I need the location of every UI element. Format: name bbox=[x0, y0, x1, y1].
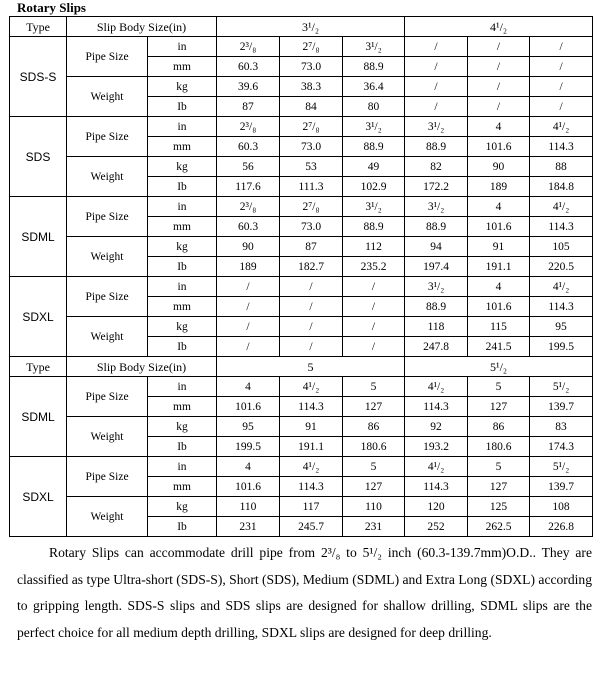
value-cell: 2⁷/₈ bbox=[280, 197, 343, 217]
body-size-header: Slip Body Size(in) bbox=[67, 17, 217, 37]
value-cell: 5 bbox=[343, 457, 405, 477]
value-cell: 127 bbox=[468, 397, 530, 417]
value-cell: 4¹/₂ bbox=[280, 377, 343, 397]
value-cell: 86 bbox=[343, 417, 405, 437]
value-cell: / bbox=[343, 337, 405, 357]
value-cell: 2³/₈ bbox=[217, 37, 280, 57]
unit-label: in bbox=[148, 277, 217, 297]
value-cell: / bbox=[280, 277, 343, 297]
value-cell: 3¹/₂ bbox=[405, 117, 468, 137]
value-cell: / bbox=[280, 317, 343, 337]
value-cell: / bbox=[343, 297, 405, 317]
value-cell: / bbox=[405, 97, 468, 117]
value-cell: / bbox=[217, 277, 280, 297]
weight-label: Weight bbox=[67, 317, 148, 357]
unit-label: kg bbox=[148, 237, 217, 257]
value-cell: 114.3 bbox=[530, 137, 593, 157]
value-cell: 90 bbox=[217, 237, 280, 257]
table-row bbox=[10, 317, 593, 337]
value-cell: 2⁷/₈ bbox=[280, 37, 343, 57]
value-cell: 184.8 bbox=[530, 177, 593, 197]
slip-type-cell: SDS bbox=[10, 117, 67, 197]
value-cell: / bbox=[280, 337, 343, 357]
pipe-size-label: Pipe Size bbox=[67, 277, 148, 317]
value-cell: 88.9 bbox=[343, 57, 405, 77]
value-cell: 56 bbox=[217, 157, 280, 177]
value-cell: / bbox=[343, 277, 405, 297]
unit-label: mm bbox=[148, 297, 217, 317]
slip-type-cell: SDXL bbox=[10, 277, 67, 357]
value-cell: 36.4 bbox=[343, 77, 405, 97]
pipe-size-label: Pipe Size bbox=[67, 197, 148, 237]
unit-label: kg bbox=[148, 317, 217, 337]
size-b-header: 4¹/₂ bbox=[405, 17, 593, 37]
value-cell: 4 bbox=[217, 377, 280, 397]
value-cell: 3¹/₂ bbox=[343, 197, 405, 217]
value-cell: 191.1 bbox=[280, 437, 343, 457]
value-cell: 90 bbox=[468, 157, 530, 177]
value-cell: 80 bbox=[343, 97, 405, 117]
value-cell: / bbox=[530, 37, 593, 57]
rotary-slips-table bbox=[9, 16, 593, 537]
value-cell: 4 bbox=[468, 117, 530, 137]
unit-label: kg bbox=[148, 417, 217, 437]
value-cell: 110 bbox=[343, 497, 405, 517]
value-cell: 4¹/₂ bbox=[405, 377, 468, 397]
value-cell: 226.8 bbox=[530, 517, 593, 537]
value-cell: 231 bbox=[343, 517, 405, 537]
value-cell: 139.7 bbox=[530, 397, 593, 417]
value-cell: 101.6 bbox=[468, 297, 530, 317]
value-cell: 3¹/₂ bbox=[405, 277, 468, 297]
value-cell: 82 bbox=[405, 157, 468, 177]
value-cell: 5 bbox=[343, 377, 405, 397]
value-cell: 172.2 bbox=[405, 177, 468, 197]
table-row bbox=[10, 197, 593, 217]
value-cell: 117 bbox=[280, 497, 343, 517]
table-row bbox=[10, 237, 593, 257]
pipe-size-label: Pipe Size bbox=[67, 117, 148, 157]
value-cell: 60.3 bbox=[217, 57, 280, 77]
unit-label: mm bbox=[148, 477, 217, 497]
value-cell: 139.7 bbox=[530, 477, 593, 497]
value-cell: 197.4 bbox=[405, 257, 468, 277]
value-cell: 3¹/₂ bbox=[405, 197, 468, 217]
value-cell: 114.3 bbox=[280, 397, 343, 417]
value-cell: 88.9 bbox=[343, 217, 405, 237]
page-title: Rotary Slips bbox=[17, 0, 86, 15]
size-b-header: 5¹/₂ bbox=[405, 357, 593, 377]
weight-label: Weight bbox=[67, 157, 148, 197]
value-cell: 91 bbox=[280, 417, 343, 437]
value-cell: / bbox=[468, 97, 530, 117]
value-cell: 114.3 bbox=[530, 217, 593, 237]
value-cell: / bbox=[530, 77, 593, 97]
unit-label: mm bbox=[148, 57, 217, 77]
value-cell: 105 bbox=[530, 237, 593, 257]
unit-label: kg bbox=[148, 497, 217, 517]
value-cell: 87 bbox=[280, 237, 343, 257]
unit-label: mm bbox=[148, 137, 217, 157]
value-cell: 53 bbox=[280, 157, 343, 177]
body-size-header: Slip Body Size(in) bbox=[67, 357, 217, 377]
value-cell: 92 bbox=[405, 417, 468, 437]
value-cell: 5¹/₂ bbox=[530, 457, 593, 477]
value-cell: 60.3 bbox=[217, 137, 280, 157]
value-cell: / bbox=[217, 317, 280, 337]
value-cell: 182.7 bbox=[280, 257, 343, 277]
value-cell: 88 bbox=[530, 157, 593, 177]
slip-type-cell: SDML bbox=[10, 197, 67, 277]
value-cell: / bbox=[217, 297, 280, 317]
value-cell: / bbox=[468, 77, 530, 97]
value-cell: 84 bbox=[280, 97, 343, 117]
value-cell: 60.3 bbox=[217, 217, 280, 237]
value-cell: 4¹/₂ bbox=[530, 277, 593, 297]
value-cell: 4 bbox=[217, 457, 280, 477]
pipe-size-label: Pipe Size bbox=[67, 37, 148, 77]
value-cell: / bbox=[405, 37, 468, 57]
weight-label: Weight bbox=[67, 237, 148, 277]
size-a-header: 5 bbox=[217, 357, 405, 377]
value-cell: 2³/₈ bbox=[217, 117, 280, 137]
value-cell: 88.9 bbox=[343, 137, 405, 157]
value-cell: / bbox=[405, 57, 468, 77]
unit-label: kg bbox=[148, 157, 217, 177]
value-cell: 180.6 bbox=[468, 437, 530, 457]
value-cell: 4 bbox=[468, 277, 530, 297]
table-row bbox=[10, 277, 593, 297]
value-cell: 111.3 bbox=[280, 177, 343, 197]
value-cell: / bbox=[530, 97, 593, 117]
value-cell: 174.3 bbox=[530, 437, 593, 457]
unit-label: Ib bbox=[148, 257, 217, 277]
value-cell: 94 bbox=[405, 237, 468, 257]
table-row bbox=[10, 417, 593, 437]
slip-type-cell: SDS-S bbox=[10, 37, 67, 117]
unit-label: mm bbox=[148, 397, 217, 417]
value-cell: 87 bbox=[217, 97, 280, 117]
value-cell: 4¹/₂ bbox=[530, 197, 593, 217]
value-cell: 3¹/₂ bbox=[343, 37, 405, 57]
value-cell: 95 bbox=[217, 417, 280, 437]
value-cell: / bbox=[468, 37, 530, 57]
unit-label: Ib bbox=[148, 337, 217, 357]
unit-label: kg bbox=[148, 77, 217, 97]
table-header-row bbox=[10, 17, 593, 37]
value-cell: 127 bbox=[468, 477, 530, 497]
value-cell: 5 bbox=[468, 457, 530, 477]
value-cell: 3¹/₂ bbox=[343, 117, 405, 137]
type-header: Type bbox=[10, 17, 67, 37]
value-cell: 73.0 bbox=[280, 57, 343, 77]
value-cell: 110 bbox=[217, 497, 280, 517]
value-cell: 4 bbox=[468, 197, 530, 217]
value-cell: 127 bbox=[343, 397, 405, 417]
value-cell: 95 bbox=[530, 317, 593, 337]
value-cell: 235.2 bbox=[343, 257, 405, 277]
value-cell: 252 bbox=[405, 517, 468, 537]
value-cell: 88.9 bbox=[405, 297, 468, 317]
value-cell: 114.3 bbox=[530, 297, 593, 317]
table-row bbox=[10, 457, 593, 477]
value-cell: 83 bbox=[530, 417, 593, 437]
value-cell: 262.5 bbox=[468, 517, 530, 537]
unit-label: in bbox=[148, 37, 217, 57]
unit-label: mm bbox=[148, 217, 217, 237]
unit-label: in bbox=[148, 117, 217, 137]
value-cell: 4¹/₂ bbox=[405, 457, 468, 477]
value-cell: 2³/₈ bbox=[217, 197, 280, 217]
value-cell: / bbox=[468, 57, 530, 77]
table-row bbox=[10, 497, 593, 517]
table-header-row bbox=[10, 357, 593, 377]
pipe-size-label: Pipe Size bbox=[67, 457, 148, 497]
unit-label: Ib bbox=[148, 517, 217, 537]
weight-label: Weight bbox=[67, 77, 148, 117]
value-cell: 101.6 bbox=[217, 397, 280, 417]
description-text: Rotary Slips can accommodate drill pipe from 2³/₈ to 5¹/₂ inch (60.3-139.7mm)O.D.. They are classified as type Ultra-short (SDS-S), Short (SDS), Medium (SDML) and Extra Long (SDXL) according to gripping length. SDS-S slips and SDS slips are designed for shallow drilling, SDML slips are the perfect choice for all medium depth drilling, SDXL slips are designed for deep drilling. bbox=[17, 545, 592, 640]
value-cell: 86 bbox=[468, 417, 530, 437]
value-cell: 189 bbox=[468, 177, 530, 197]
value-cell: 5¹/₂ bbox=[530, 377, 593, 397]
value-cell: 220.5 bbox=[530, 257, 593, 277]
type-header: Type bbox=[10, 357, 67, 377]
value-cell: 114.3 bbox=[280, 477, 343, 497]
table-row bbox=[10, 37, 593, 57]
value-cell: 49 bbox=[343, 157, 405, 177]
value-cell: 5 bbox=[468, 377, 530, 397]
value-cell: / bbox=[217, 337, 280, 357]
value-cell: 73.0 bbox=[280, 137, 343, 157]
value-cell: 199.5 bbox=[217, 437, 280, 457]
table-row bbox=[10, 157, 593, 177]
value-cell: 91 bbox=[468, 237, 530, 257]
value-cell: 4¹/₂ bbox=[530, 117, 593, 137]
value-cell: 115 bbox=[468, 317, 530, 337]
value-cell: 4¹/₂ bbox=[280, 457, 343, 477]
weight-label: Weight bbox=[67, 417, 148, 457]
value-cell: 2⁷/₈ bbox=[280, 117, 343, 137]
value-cell: 118 bbox=[405, 317, 468, 337]
weight-label: Weight bbox=[67, 497, 148, 537]
value-cell: 231 bbox=[217, 517, 280, 537]
unit-label: Ib bbox=[148, 177, 217, 197]
value-cell: / bbox=[530, 57, 593, 77]
value-cell: / bbox=[343, 317, 405, 337]
value-cell: 88.9 bbox=[405, 217, 468, 237]
value-cell: / bbox=[280, 297, 343, 317]
value-cell: 88.9 bbox=[405, 137, 468, 157]
slip-type-cell: SDML bbox=[10, 377, 67, 457]
unit-label: Ib bbox=[148, 437, 217, 457]
value-cell: 189 bbox=[217, 257, 280, 277]
value-cell: 247.8 bbox=[405, 337, 468, 357]
value-cell: 101.6 bbox=[468, 217, 530, 237]
table-row bbox=[10, 377, 593, 397]
value-cell: 117.6 bbox=[217, 177, 280, 197]
value-cell: 112 bbox=[343, 237, 405, 257]
unit-label: in bbox=[148, 457, 217, 477]
value-cell: 120 bbox=[405, 497, 468, 517]
value-cell: 114.3 bbox=[405, 397, 468, 417]
unit-label: Ib bbox=[148, 97, 217, 117]
value-cell: 39.6 bbox=[217, 77, 280, 97]
table-row bbox=[10, 117, 593, 137]
value-cell: 101.6 bbox=[468, 137, 530, 157]
value-cell: 127 bbox=[343, 477, 405, 497]
unit-label: in bbox=[148, 197, 217, 217]
value-cell: 102.9 bbox=[343, 177, 405, 197]
pipe-size-label: Pipe Size bbox=[67, 377, 148, 417]
table-row bbox=[10, 77, 593, 97]
value-cell: 199.5 bbox=[530, 337, 593, 357]
value-cell: 245.7 bbox=[280, 517, 343, 537]
value-cell: 108 bbox=[530, 497, 593, 517]
description-paragraph bbox=[17, 540, 592, 646]
value-cell: 180.6 bbox=[343, 437, 405, 457]
value-cell: 193.2 bbox=[405, 437, 468, 457]
unit-label: in bbox=[148, 377, 217, 397]
value-cell: 114.3 bbox=[405, 477, 468, 497]
value-cell: 101.6 bbox=[217, 477, 280, 497]
value-cell: 241.5 bbox=[468, 337, 530, 357]
value-cell: 125 bbox=[468, 497, 530, 517]
value-cell: 73.0 bbox=[280, 217, 343, 237]
value-cell: 38.3 bbox=[280, 77, 343, 97]
value-cell: / bbox=[405, 77, 468, 97]
slip-type-cell: SDXL bbox=[10, 457, 67, 537]
size-a-header: 3¹/₂ bbox=[217, 17, 405, 37]
value-cell: 191.1 bbox=[468, 257, 530, 277]
